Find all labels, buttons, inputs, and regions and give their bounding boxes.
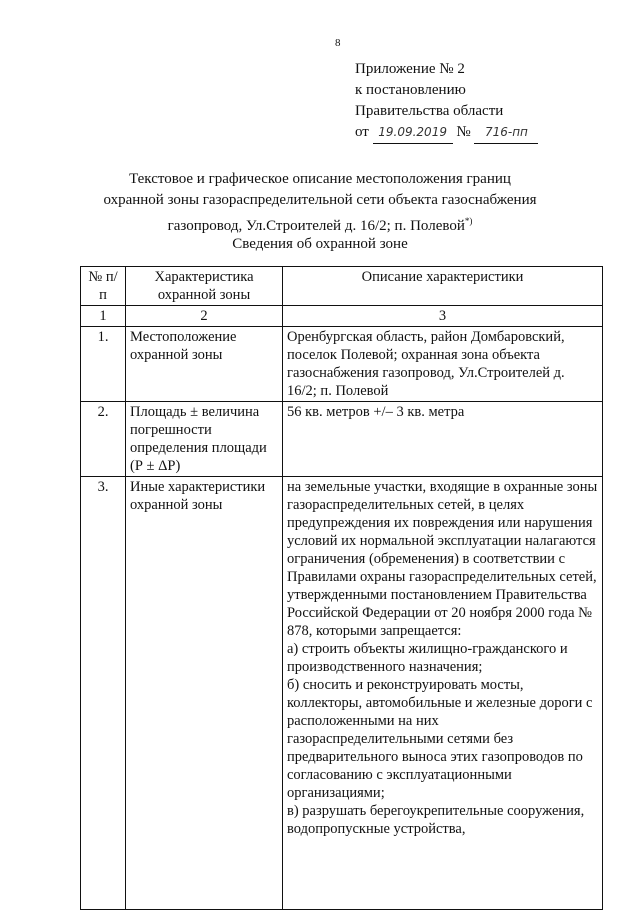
number-prefix: №: [456, 124, 471, 140]
header-description: Описание характеристики: [283, 267, 603, 306]
header-characteristic: Характеристика охранной зоны: [126, 267, 283, 306]
appendix-line-2: к постановлению: [355, 82, 466, 98]
restriction-intro: на земельные участки, входящие в охранные зоны газораспределительных сетей, в целях предупреждения их повреждения или нарушения условий их нормальной эксплуатации налагаются ограничения (обременения) в соответствии с Правилами охраны газораспределительных сетей, утвержденными постановлением Правительства Российской Федерации от 20 ноября 2000 года № 878, которыми запрещается:: [287, 479, 598, 639]
handwritten-number: 716-пп: [474, 122, 538, 144]
col-number-2: 2: [126, 306, 283, 327]
title-line-2: охранной зоны газораспределительной сети объекта газоснабжения: [103, 192, 537, 208]
column-number-row: [81, 306, 603, 327]
table-row: [81, 402, 603, 477]
row-description: 56 кв. метров +/– 3 кв. метра: [283, 402, 603, 477]
zone-info-table: [80, 266, 603, 910]
title-line-3-wrap: [0, 211, 640, 237]
col-number-3: 3: [283, 306, 603, 327]
restriction-item-b: б) сносить и реконструировать мосты, коллекторы, автомобильные и железные дороги с расположенными на них газораспределительными сетями без предварительного выноса этих газопроводов по согласованию с эксплуатационными организациями;: [287, 677, 593, 801]
title-line-1: Текстовое и графическое описание местоположения границ: [129, 171, 511, 187]
header-number: № п/п: [81, 267, 126, 306]
row-characteristic: Местоположение охранной зоны: [126, 327, 283, 402]
appendix-date-line: [355, 122, 538, 144]
appendix-block: [355, 59, 538, 144]
row-description: Оренбургская область, район Домбаровский, поселок Полевой; охранная зона объекта газоснабжения газопровод, Ул.Строителей д. 16/2; п. Полевой: [283, 327, 603, 402]
appendix-line-1: Приложение № 2: [355, 61, 465, 77]
row-description: [283, 477, 603, 910]
row-number: 3.: [81, 477, 126, 910]
row-characteristic: Площадь ± величина погрешности определения площади (Р ± ΔР): [126, 402, 283, 477]
date-prefix: от: [355, 124, 369, 140]
document-title: [0, 169, 640, 237]
col-number-1: 1: [81, 306, 126, 327]
handwritten-date: 19.09.2019: [373, 122, 453, 144]
section-subtitle: Сведения об охранной зоне: [232, 236, 408, 252]
row-number: 2.: [81, 402, 126, 477]
row-characteristic: Иные характеристики охранной зоны: [126, 477, 283, 910]
restriction-item-a: а) строить объекты жилищно-гражданского и производственного назначения;: [287, 641, 568, 675]
footnote-mark: *): [464, 216, 473, 226]
header-row: [81, 267, 603, 306]
table-row: [81, 477, 603, 910]
row-number: 1.: [81, 327, 126, 402]
page-number: 8: [335, 37, 341, 49]
restriction-item-c: в) разрушать берегоукрепительные сооружения, водопропускные устройства,: [287, 803, 585, 837]
title-line-3: газопровод, Ул.Строителей д. 16/2; п. Полевой: [167, 218, 465, 234]
appendix-line-3: Правительства области: [355, 103, 504, 119]
table-row: [81, 327, 603, 402]
